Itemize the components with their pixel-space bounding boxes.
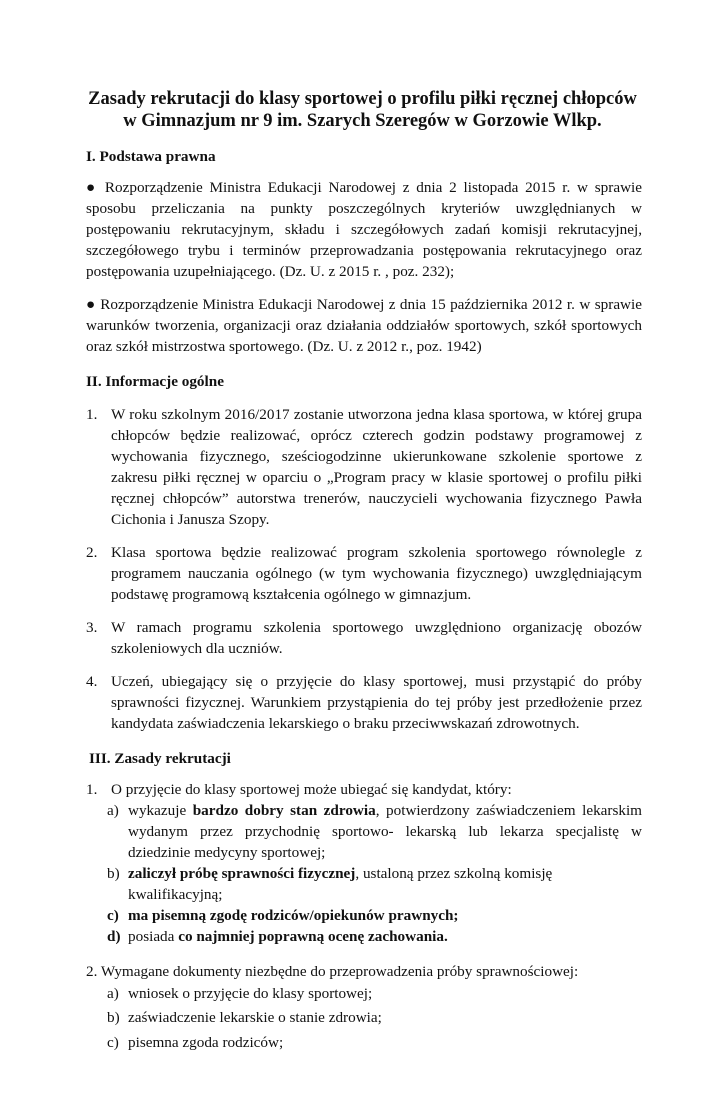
text: , potwierdzony zaświadczeniem lekarskim wydanym przez przychodnię sportowo- lekarską lub lekarza specjalistę w dziedzinie medycyny sportowej; xyxy=(128,802,642,861)
paragraph: ● Rozporządzenie Ministra Edukacji Narodowej z dnia 2 listopada 2015 r. w sprawie sposobu przeliczania na punkty poszczególnych kryteriów uwzględnianych w postępowaniu rekrutacyjnym, składu i szczegółowych zadań komisji rekrutacyjnej, szczegółowego trybu i terminów przeprowadzania postępowania rekrutacyjnego oraz postępowania uzupełniającego. (Dz. U. z 2015 r. , poz. 232); xyxy=(86,179,642,280)
item-letter: b) xyxy=(107,1009,120,1026)
sub-item xyxy=(86,926,642,947)
item-text: Klasa sportowa będzie realizować program szkolenia sportowego równolegle z programem nauczania ogólnego (w tym wychowania fizycznego) uwzględniającym podstawę programową kształcenia ogólnego w gimnazjum. xyxy=(111,544,642,603)
sub-item xyxy=(86,800,642,863)
sub-item xyxy=(86,905,642,926)
item-letter: c) xyxy=(107,907,119,924)
item-letter: d) xyxy=(107,928,121,945)
section-heading: I. Podstawa prawna xyxy=(86,148,216,165)
sub-item xyxy=(86,1007,642,1028)
bold-text: ma pisemną zgodę rodziców/opiekunów prawnych; xyxy=(128,907,459,924)
title-line: Zasady rekrutacji do klasy sportowej o profilu piłki ręcznej chłopców xyxy=(88,89,637,109)
list-item: 2. Wymagane dokumenty niezbędne do przeprowadzenia próby sprawnościowej: xyxy=(86,963,579,980)
text: pisemna zgoda rodziców; xyxy=(128,1034,284,1051)
document-title xyxy=(60,88,665,132)
item-text: O przyjęcie do klasy sportowej może ubiegać się kandydat, który: xyxy=(111,781,512,798)
paragraph: ● Rozporządzenie Ministra Edukacji Narodowej z dnia 15 października 2012 r. w sprawie warunków tworzenia, organizacji oraz działania oddziałów sportowych, szkół sportowych oraz szkół mistrzostwa sportowego. (Dz. U. z 2012 r., poz. 1942) xyxy=(86,296,642,355)
bold-text: bardzo dobry stan zdrowia xyxy=(192,802,376,819)
text: wniosek o przyjęcie do klasy sportowej; xyxy=(128,985,373,1002)
item-letter: b) xyxy=(107,865,120,882)
item-letter: a) xyxy=(107,985,119,1002)
text: , ustaloną przez szkolną komisję kwalifikacyjną; xyxy=(128,865,553,903)
text: zaświadczenie lekarskie o stanie zdrowia; xyxy=(128,1009,382,1026)
item-text: Uczeń, ubiegający się o przyjęcie do klasy sportowej, musi przystąpić do próby sprawności fizycznej. Warunkiem przystąpienia do tej próby jest przedłożenie przez kandydata zaświadczenia lekarskiego o braku przeciwwskazań zdrowotnych. xyxy=(111,673,642,732)
item-text: W roku szkolnym 2016/2017 zostanie utworzona jedna klasa sportowa, w której grupa chłopców będzie realizować, oprócz czterech godzin podstawy programowej z wychowania fizycznego, sześciogodzinne ukierunkowane szkolenie sportowe z zakresu piłki ręcznej w oparciu o „Program pracy w klasie sportowej o profilu piłki ręcznej chłopców” autorstwa trenerów, nauczycieli wychowania fizycznego Pawła Cichonia i Janusza Szopy. xyxy=(111,406,642,528)
item-text: W ramach programu szkolenia sportowego uwzględniono organizację obozów szkoleniowych dla uczniów. xyxy=(111,619,642,657)
title-line: w Gimnazjum nr 9 im. Szarych Szeregów w Gorzowie Wlkp. xyxy=(123,111,602,131)
sub-item xyxy=(86,863,642,905)
item-letter: a) xyxy=(107,802,119,819)
sub-item xyxy=(86,1032,642,1053)
section-heading: II. Informacje ogólne xyxy=(86,373,224,390)
recruitment-criteria xyxy=(86,779,642,947)
required-documents xyxy=(86,961,642,1053)
text: posiada xyxy=(128,928,179,945)
section-heading: III. Zasady rekrutacji xyxy=(89,750,231,767)
list-item xyxy=(86,617,642,659)
list-item xyxy=(86,404,642,530)
bold-text: zaliczył próbę sprawności fizycznej xyxy=(128,865,356,882)
item-number: 3. xyxy=(86,619,98,636)
item-number: 2. xyxy=(86,544,98,561)
list-item xyxy=(86,779,642,800)
item-number: 1. xyxy=(86,406,98,423)
list-item xyxy=(86,542,642,605)
text: wykazuje xyxy=(128,802,193,819)
sub-item xyxy=(86,983,642,1004)
item-letter: c) xyxy=(107,1034,119,1051)
item-number: 1. xyxy=(86,781,98,798)
item-number: 4. xyxy=(86,673,98,690)
bold-text: co najmniej poprawną ocenę zachowania. xyxy=(178,928,448,945)
list-item xyxy=(86,671,642,734)
